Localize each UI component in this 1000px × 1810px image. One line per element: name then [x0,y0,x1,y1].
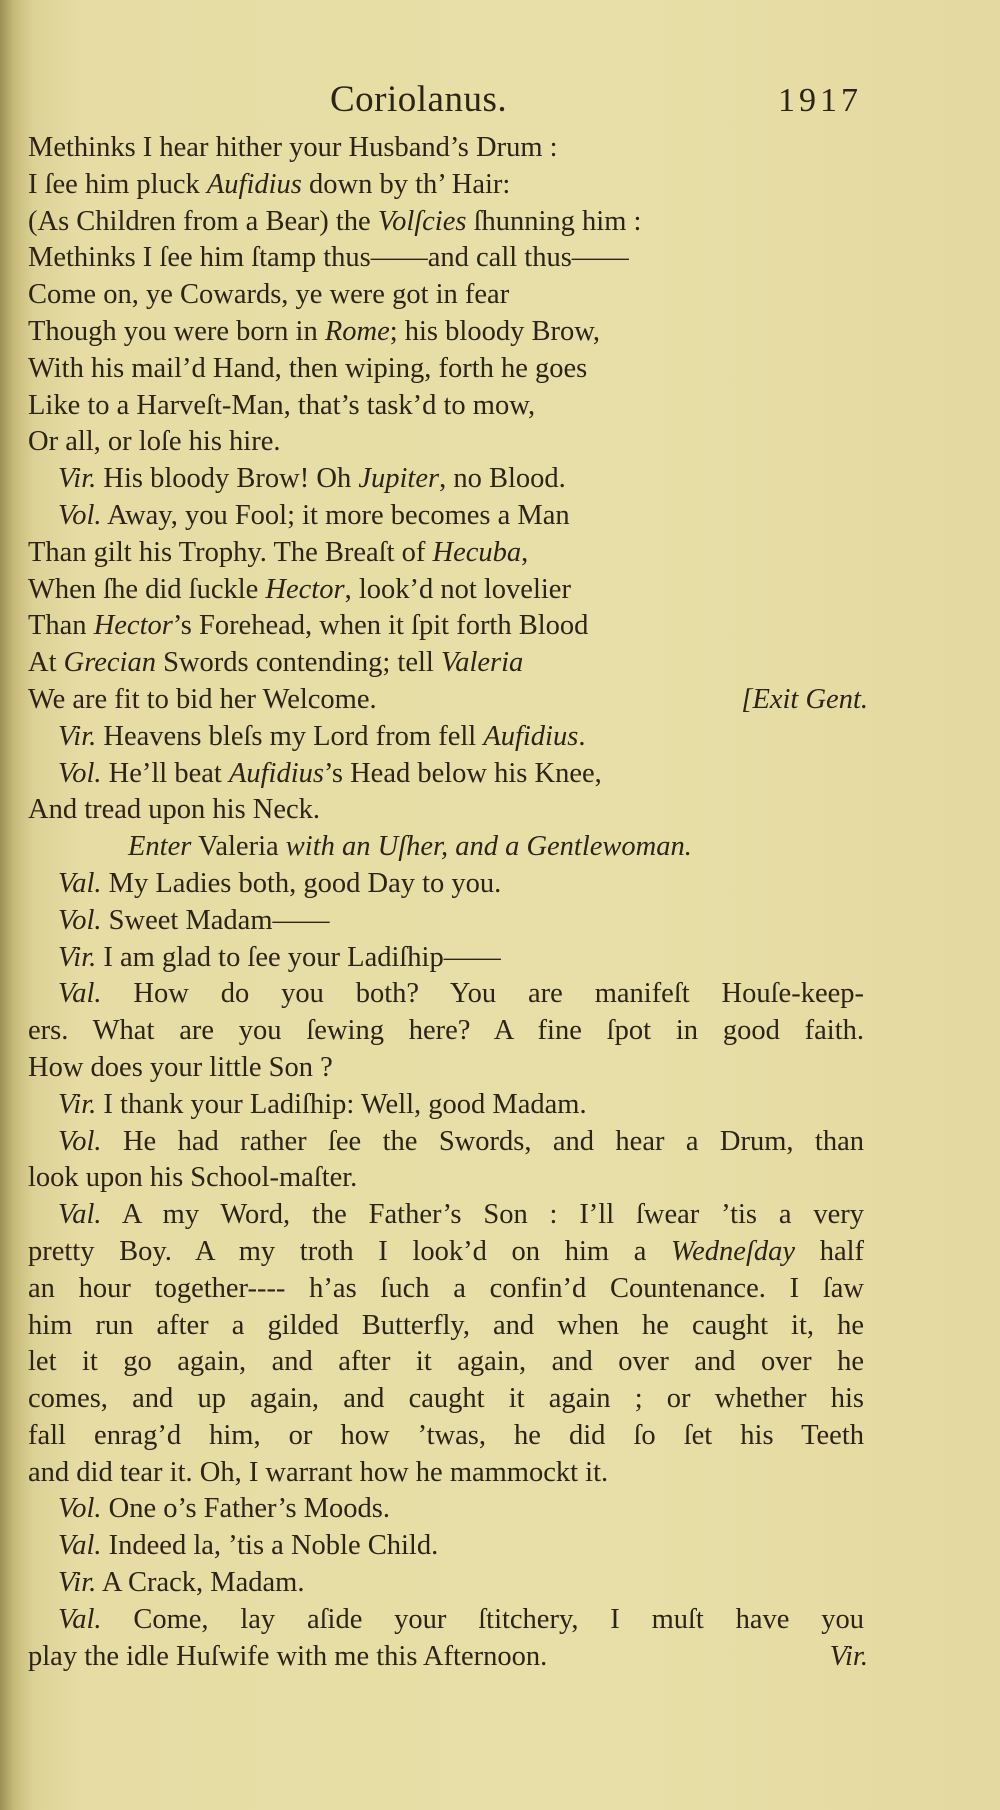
text-segment: I thank your Ladiſhip: Well, good Madam. [96,1088,587,1120]
stage-direction [28,829,864,866]
italic-text: Vol. [58,757,102,789]
italic-text: Val. [58,867,102,899]
text-segment: (As Children from a Bear) the [28,205,378,237]
text-line [28,351,864,388]
italic-text: Val. [58,978,102,1010]
text-line [28,1639,868,1676]
italic-text: Aufidius [228,757,324,789]
text-segment: ; his bloody Brow, [389,315,601,347]
italic-text: Vir. [58,463,97,495]
text-line [28,277,864,314]
text-line [28,1455,864,1492]
text-segment: Indeed la, ’tis a Noble Child. [101,1530,439,1562]
text-line [28,1528,864,1565]
text-segment: down by th’ Hair: [301,168,511,200]
text-segment: His bloody Brow! Oh [96,463,359,495]
text-segment: When ſhe did ſuckle [28,573,266,605]
text-line [28,1234,864,1271]
text-segment: ſhunning him : [466,205,642,237]
text-segment: Valeria [191,831,286,863]
italic-text: Aufidius [206,168,302,200]
text-line [28,314,864,351]
italic-text: Jupiter [358,463,440,495]
text-segment: Methinks I hear hither your Husband’s Drum : [28,132,558,163]
italic-text: with an Uſher, and a Gentlewoman. [285,831,692,863]
text-segment: A Crack, Madam. [96,1567,305,1599]
text-segment: With his mail’d Hand, then wiping, forth he goes [28,352,588,384]
page-header [0,78,1000,128]
text-line [28,572,864,609]
text-line [28,1087,864,1124]
text-line [28,498,864,535]
italic-text: Vir. [58,941,97,973]
text-segment: pretty Boy. A my troth I look’d on him a [28,1235,672,1267]
text-segment: Come on, ye Cowards, ye were got in fear [28,279,510,311]
italic-text: Volſcies [377,205,467,237]
text-line [28,1491,864,1528]
text-segment: let it go again, and after it again, and over and over he [28,1346,864,1378]
text-line [28,1418,864,1455]
italic-text: Valeria [440,647,524,679]
text-segment: look upon his School-maſter. [28,1162,358,1194]
text-segment: him run after a gilded Butterfly, and when he caught it, he [28,1309,864,1341]
text-line [28,1050,864,1087]
text-line [28,866,864,903]
text-line [28,940,864,977]
italic-text: Hector [265,573,345,605]
text-line [28,1344,864,1381]
text-segment: He had rather ſee the Swords, and hear a Drum, than [101,1125,864,1157]
text-segment: Or all, or loſe his hire. [28,426,281,458]
text-segment: And tread upon his Neck. [28,794,321,826]
text-line [28,1160,864,1197]
text-line [28,535,864,572]
text-line [28,608,864,645]
text-line [28,1124,864,1161]
italic-text: Vir. [58,1567,97,1599]
text-line [28,388,864,425]
italic-text: Val. [58,1603,102,1635]
text-segment: Though you were born in [28,315,325,347]
text-segment: A my Word, the Father’s Son : I’ll ſwear ’tis a very [101,1199,864,1231]
text-segment: an hour together---- h’as ſuch a confin’d Countenance. I ſaw [28,1272,864,1304]
italic-text: Hecuba [432,536,522,568]
text-line [28,1565,864,1602]
text-segment: How does your little Son ? [28,1051,333,1083]
text-segment: I ſee him pluck [28,168,207,200]
italic-text: Hector [93,610,173,642]
text-line [28,1197,864,1234]
text-segment: One o’s Father’s Moods. [101,1493,390,1525]
text-line [28,1602,864,1639]
text-segment: Like to a Harveſt-Man, that’s task’d to mow, [28,389,536,421]
text-segment: Than gilt his Trophy. The Breaſt of [28,536,433,568]
italic-text: Vol. [58,1493,102,1525]
text-segment: comes, and up again, and caught it again ; or whether his [28,1383,864,1415]
italic-text: Vir. [58,1088,97,1120]
text-segment: half [795,1235,864,1267]
text-segment: , look’d not lovelier [344,573,571,605]
text-line [28,167,864,204]
text-segment: ers. What are you ſewing here? A fine ſpot in good faith. [28,1015,864,1047]
text-line [28,792,864,829]
text-segment: , no Blood. [439,463,566,495]
text-segment: , [521,536,529,568]
play-text [28,130,868,1675]
text-segment: Than [28,610,94,642]
text-segment: He’ll beat [101,757,229,789]
text-segment: play the idle Huſwife with me this Afternoon. [28,1640,548,1672]
italic-text: Vol. [58,1125,102,1157]
text-segment: . [578,720,586,752]
text-segment: fall enrag’d him, or how ’twas, he did ſo ſet his Teeth [28,1419,864,1451]
page-number: 1917 [778,82,862,119]
text-segment: I am glad to ſee your Ladiſhip—— [96,941,501,973]
text-segment: ’s Forehead, when it ſpit forth Blood [172,610,589,642]
text-segment: Methinks I ſee him ſtamp thus——and call thus—— [28,242,629,274]
text-segment: Swords contending; tell [155,647,441,679]
text-line [28,1013,864,1050]
italic-text: Val. [58,1199,102,1231]
italic-text: Val. [58,1530,102,1562]
text-line [28,1381,864,1418]
text-line [28,240,864,277]
exit-direction: [Exit Gent. [741,683,868,715]
italic-text: Grecian [63,647,156,679]
text-line [28,1271,864,1308]
text-segment: Sweet Madam—— [101,904,330,936]
text-segment: Come, lay aſide your ſtitchery, I muſt have you [101,1603,864,1635]
text-line [28,976,864,1013]
text-segment: Heavens bleſs my Lord from fell [96,720,484,752]
text-segment: and did tear it. Oh, I warrant how he mammockt it. [28,1456,609,1488]
italic-text: Vol. [58,904,102,936]
text-segment: We are fit to bid her Welcome. [28,683,377,715]
italic-text: Aufidius [483,720,579,752]
text-segment: ’s Head below his Knee, [323,757,602,789]
italic-text: Rome [324,315,390,347]
text-line [28,903,864,940]
text-line [28,719,864,756]
text-segment: My Ladies both, good Day to you. [101,867,502,899]
text-line [28,645,864,682]
italic-text: Wedneſday [671,1235,796,1267]
text-line [28,204,864,241]
italic-text: Vol. [58,499,102,531]
running-title: Coriolanus. [330,79,508,120]
text-segment: At [28,647,64,679]
text-line [28,461,864,498]
text-segment: How do you both? You are manifeſt Houſe-keep- [101,978,864,1010]
text-line [28,756,864,793]
italic-text: Vir. [58,720,97,752]
text-line [28,1308,864,1345]
text-line [28,682,868,719]
text-line [28,424,864,461]
italic-text: Enter [128,831,192,863]
catchword: Vir. [829,1640,868,1672]
text-segment: Away, you Fool; it more becomes a Man [101,499,570,531]
text-line [28,130,864,167]
